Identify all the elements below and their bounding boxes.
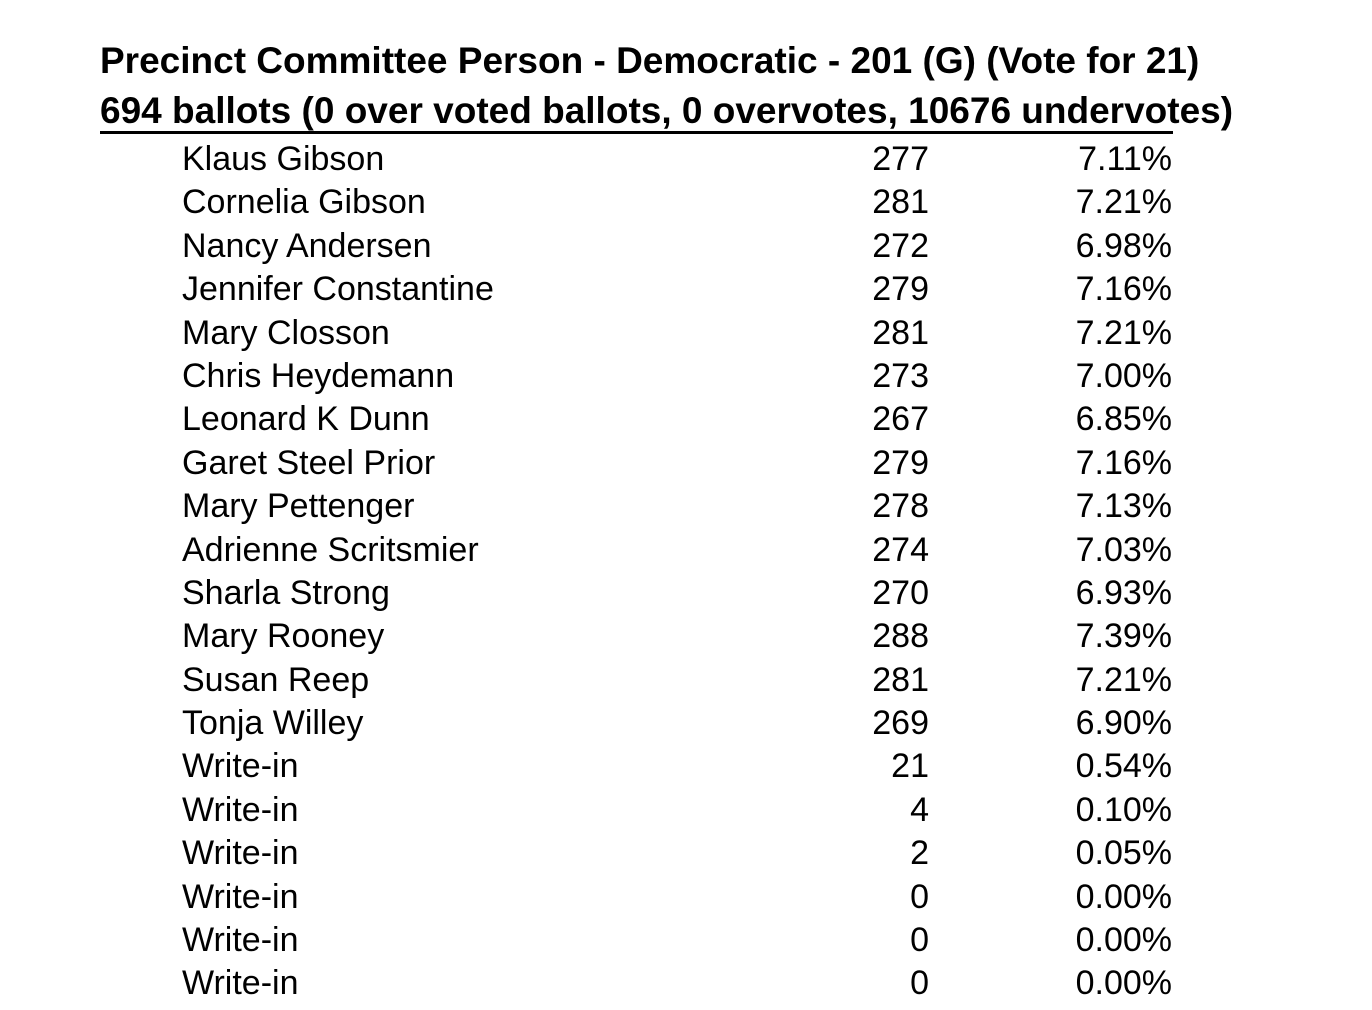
contest-title: Precinct Committee Person - Democratic - 201 (G) (Vote for 21) [100, 40, 1200, 81]
vote-percent: 6.98% [1075, 226, 1172, 265]
vote-percent: 7.00% [1075, 356, 1172, 395]
candidate-name: Nancy Andersen [182, 226, 432, 265]
result-row [0, 659, 1372, 702]
candidate-name: Chris Heydemann [182, 356, 455, 395]
vote-count: 0 [910, 921, 929, 960]
result-row [0, 442, 1372, 485]
result-row [0, 268, 1372, 311]
vote-count: 2 [910, 834, 929, 873]
vote-percent: 7.11% [1078, 140, 1172, 178]
vote-percent: 6.93% [1075, 573, 1172, 612]
vote-count: 277 [872, 140, 929, 178]
vote-count: 272 [872, 226, 929, 265]
candidate-name: Write-in [182, 921, 299, 960]
vote-count: 279 [872, 270, 929, 309]
result-row [0, 832, 1372, 875]
result-row [0, 615, 1372, 658]
vote-count: 0 [910, 877, 929, 916]
vote-count: 21 [891, 747, 929, 786]
results-table [0, 138, 1372, 1006]
candidate-name: Adrienne Scritsmier [182, 530, 479, 569]
vote-percent: 0.54% [1075, 747, 1172, 786]
vote-percent: 7.21% [1075, 313, 1172, 352]
candidate-name: Klaus Gibson [182, 140, 385, 178]
candidate-name: Garet Steel Prior [182, 443, 436, 482]
vote-percent: 7.03% [1075, 530, 1172, 569]
candidate-name: Write-in [182, 747, 299, 786]
vote-count: 278 [872, 487, 929, 526]
candidate-name: Jennifer Constantine [182, 270, 494, 309]
candidate-name: Mary Pettenger [182, 487, 415, 526]
vote-count: 273 [872, 356, 929, 395]
vote-count: 4 [910, 790, 929, 829]
vote-count: 281 [872, 660, 929, 699]
candidate-name: Susan Reep [182, 660, 370, 699]
result-row [0, 225, 1372, 268]
result-row [0, 138, 1372, 181]
contest-header [100, 36, 1365, 136]
vote-percent: 7.13% [1075, 487, 1172, 526]
vote-count: 274 [872, 530, 929, 569]
result-row [0, 745, 1372, 788]
vote-count: 281 [872, 313, 929, 352]
vote-percent: 0.00% [1075, 921, 1172, 960]
candidate-name: Cornelia Gibson [182, 183, 426, 222]
result-row [0, 312, 1372, 355]
vote-percent: 6.85% [1075, 400, 1172, 439]
candidate-name: Write-in [182, 964, 299, 1003]
vote-count: 267 [872, 400, 929, 439]
result-row [0, 876, 1372, 919]
result-row [0, 702, 1372, 745]
result-row [0, 572, 1372, 615]
candidate-name: Write-in [182, 877, 299, 916]
result-row [0, 962, 1372, 1005]
candidate-name: Write-in [182, 790, 299, 829]
candidate-name: Sharla Strong [182, 573, 390, 612]
result-row [0, 789, 1372, 832]
contest-summary: 694 ballots (0 over voted ballots, 0 overvotes, 10676 undervotes) [100, 90, 1234, 131]
candidate-name: Leonard K Dunn [182, 400, 430, 439]
result-row [0, 355, 1372, 398]
vote-percent: 6.90% [1075, 704, 1172, 743]
vote-percent: 7.16% [1075, 443, 1172, 482]
vote-count: 279 [872, 443, 929, 482]
vote-percent: 7.16% [1075, 270, 1172, 309]
vote-percent: 0.00% [1075, 877, 1172, 916]
vote-count: 270 [872, 573, 929, 612]
vote-percent: 0.00% [1075, 964, 1172, 1003]
vote-count: 0 [910, 964, 929, 1003]
result-row [0, 398, 1372, 441]
result-row [0, 181, 1372, 224]
candidate-name: Mary Rooney [182, 617, 385, 656]
candidate-name: Mary Closson [182, 313, 390, 352]
vote-percent: 7.39% [1075, 617, 1172, 656]
vote-percent: 0.05% [1075, 834, 1172, 873]
candidate-name: Write-in [182, 834, 299, 873]
vote-count: 269 [872, 704, 929, 743]
result-row [0, 529, 1372, 572]
candidate-name: Tonja Willey [182, 704, 364, 743]
vote-count: 288 [872, 617, 929, 656]
vote-percent: 7.21% [1075, 183, 1172, 222]
result-row [0, 485, 1372, 528]
result-row [0, 919, 1372, 962]
header-divider [100, 131, 1173, 134]
vote-percent: 7.21% [1075, 660, 1172, 699]
vote-percent: 0.10% [1075, 790, 1172, 829]
vote-count: 281 [872, 183, 929, 222]
